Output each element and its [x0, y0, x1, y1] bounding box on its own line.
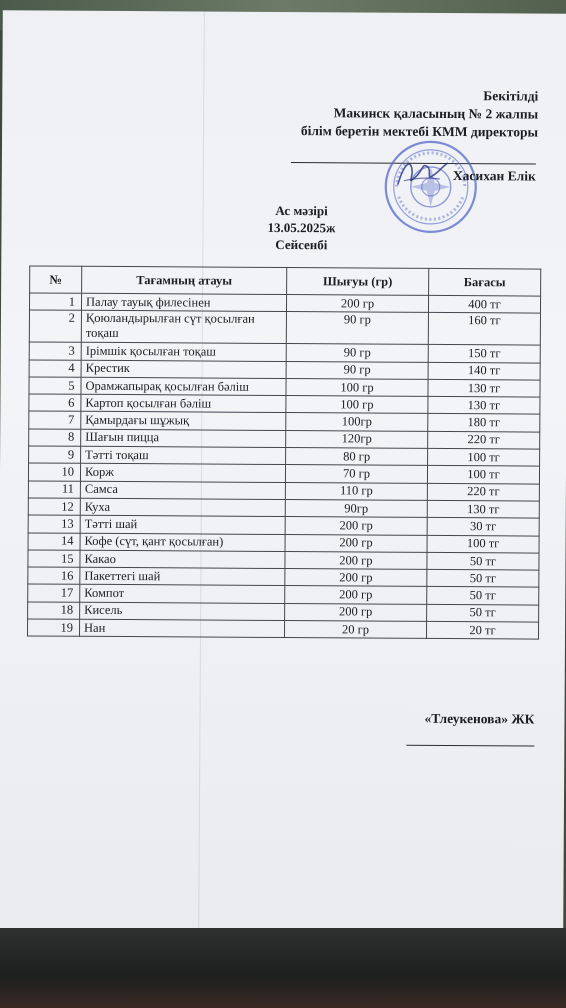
row-number: 5 — [29, 377, 81, 395]
dish-price: 30 тг — [427, 518, 539, 536]
row-number: 2 — [29, 310, 81, 342]
menu-table — [27, 265, 541, 639]
dish-price: 50 тг — [427, 570, 539, 588]
dish-price: 20 тг — [426, 621, 538, 639]
column-header-dish: Тағамның атауы — [82, 266, 287, 294]
menu-date: 13.05.2025ж — [267, 219, 336, 236]
dish-output: 200 гр — [286, 295, 428, 313]
dish-name: Самса — [80, 481, 285, 500]
dish-price: 100 тг — [427, 466, 539, 484]
dish-price: 180 тг — [428, 414, 540, 432]
dish-price: 50 тг — [427, 587, 539, 605]
dish-name: Крестик — [81, 360, 286, 379]
row-number: 7 — [29, 411, 81, 429]
dish-name: Какао — [80, 550, 285, 569]
dish-price: 220 тг — [427, 483, 539, 501]
dish-name: Нан — [79, 619, 284, 638]
row-number: 3 — [29, 342, 81, 360]
dish-output: 90 гр — [286, 361, 428, 379]
dish-name: Қоюландырылған сүт қосылған тоқаш — [81, 311, 286, 344]
dish-name: Орамжапырақ қосылған бәліш — [81, 377, 286, 396]
school-name-line1: Макинск қаласының № 2 жалпы — [333, 105, 539, 122]
row-number: 4 — [29, 360, 81, 378]
row-number: 14 — [28, 533, 80, 551]
dish-output: 100 гр — [286, 396, 428, 414]
school-name-line2: білім беретін мектебі КММ директоры — [300, 123, 539, 140]
dish-name: Тәтті тоқаш — [81, 446, 286, 465]
dish-output: 100 гр — [286, 378, 428, 396]
row-number: 12 — [28, 498, 80, 516]
dish-output: 90 гр — [286, 344, 428, 362]
dish-output: 90гр — [285, 499, 427, 517]
table-header-row — [30, 266, 541, 296]
dish-name: Кисель — [80, 602, 285, 621]
dish-price: 220 тг — [428, 431, 540, 449]
table-row — [29, 310, 540, 345]
dish-output: 200 гр — [285, 551, 427, 569]
dish-output: 90 гр — [286, 312, 428, 345]
row-number: 13 — [28, 515, 80, 533]
menu-header — [251, 202, 351, 254]
column-header-number: № — [30, 266, 82, 293]
dish-price: 50 тг — [427, 604, 539, 622]
dish-output: 200 гр — [285, 569, 427, 587]
director-signature-icon — [394, 155, 450, 191]
dish-name: Корж — [80, 464, 285, 483]
supplier-name: «Тлеукенова» ЖК — [424, 710, 535, 727]
dish-output: 80 гр — [286, 448, 428, 466]
director-name: Хасихан Елік — [452, 168, 536, 184]
dish-output: 110 гр — [285, 482, 427, 500]
dish-output: 20 гр — [284, 621, 426, 639]
dish-output: 200 гр — [285, 603, 427, 621]
row-number: 6 — [29, 394, 81, 412]
dish-price: 140 тг — [428, 362, 540, 380]
document-page — [0, 10, 566, 935]
menu-table-body — [27, 293, 540, 639]
dish-output: 200 гр — [285, 586, 427, 604]
dish-name: Кофе (сүт, қант қосылған) — [80, 533, 285, 552]
approval-label: Бекітілді — [483, 88, 539, 104]
row-number: 9 — [29, 446, 81, 464]
supplier-signature-line — [406, 745, 534, 747]
dish-name: Шағын пицца — [81, 429, 286, 448]
dish-name: Палау тауық филесінен — [81, 293, 286, 312]
approval-block — [301, 86, 539, 141]
dish-output: 120гр — [286, 430, 428, 448]
row-number: 15 — [28, 550, 80, 568]
dish-name: Картоп қосылған бәліш — [81, 394, 286, 413]
dish-price: 130 тг — [427, 500, 539, 518]
table-row — [27, 619, 538, 639]
dish-price: 160 тг — [428, 313, 540, 346]
row-number: 18 — [28, 602, 80, 620]
dish-output: 200 гр — [285, 517, 427, 535]
row-number: 16 — [28, 567, 80, 585]
menu-day: Сейсенбі — [275, 236, 328, 253]
row-number: 17 — [28, 584, 80, 602]
dish-price: 50 тг — [427, 552, 539, 570]
menu-title: Ас мәзірі — [275, 202, 328, 219]
row-number: 10 — [28, 463, 80, 481]
dish-price: 100 тг — [427, 535, 539, 553]
column-header-price: Бағасы — [429, 268, 541, 296]
dish-output: 70 гр — [285, 465, 427, 483]
background-bottom — [0, 928, 566, 1008]
dish-price: 130 тг — [428, 379, 540, 397]
dish-name: Компот — [80, 585, 285, 604]
dish-name: Куха — [80, 498, 285, 517]
dish-price: 150 тг — [428, 345, 540, 363]
row-number: 1 — [29, 293, 81, 311]
dish-price: 400 тг — [428, 295, 540, 313]
dish-name: Қамырдағы шұжық — [81, 412, 286, 431]
dish-output: 100гр — [286, 413, 428, 431]
dish-price: 100 тг — [428, 448, 540, 466]
dish-name: Пакеттегі шай — [80, 567, 285, 586]
dish-name: Тәтті шай — [80, 516, 285, 535]
dish-name: Ірімшік қосылған тоқаш — [81, 343, 286, 362]
row-number: 11 — [28, 481, 80, 499]
row-number: 8 — [29, 429, 81, 447]
dish-price: 130 тг — [428, 397, 540, 415]
dish-output: 200 гр — [285, 534, 427, 552]
column-header-output: Шығуы (гр) — [287, 268, 429, 296]
row-number: 19 — [27, 619, 79, 637]
